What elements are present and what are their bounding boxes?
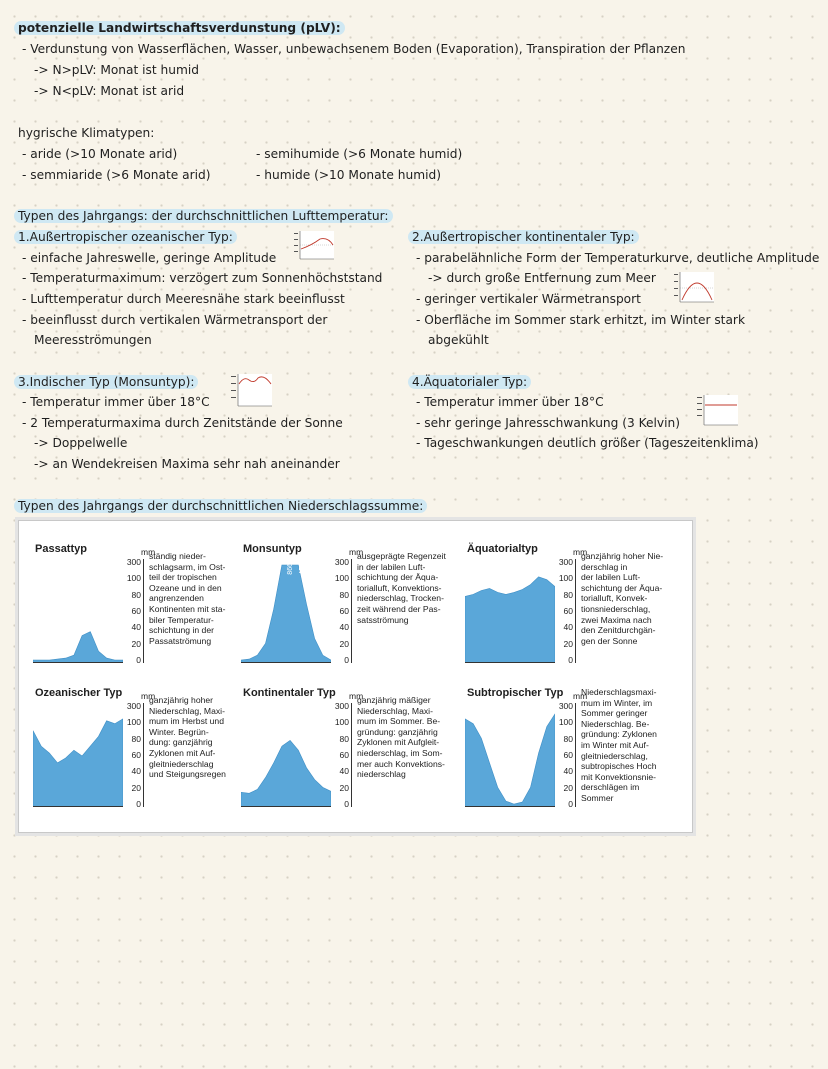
- temp-type3-line: - 2 Temperaturmaxima durch Zenitstände der Sonne: [22, 416, 343, 430]
- precip-unit: mm: [141, 691, 156, 701]
- precip-tick-label: 60: [131, 750, 141, 760]
- temp-type1-line: - Lufttemperatur durch Meeresnähe stark beeinflusst: [22, 292, 345, 306]
- precip-tick-label: 300: [558, 557, 573, 567]
- precip-panel-title: Subtropischer Typ: [467, 687, 564, 699]
- precip-unit: mm: [349, 691, 364, 701]
- precip-area: [33, 632, 123, 663]
- precip-ticks: [329, 557, 349, 665]
- precip-panel-title: Kontinentaler Typ: [243, 687, 336, 699]
- precip-area: [241, 565, 331, 663]
- temp-type4-line: - Temperatur immer über 18°C: [416, 395, 604, 409]
- temp-type3-line: -> an Wendekreisen Maxima sehr nah aneinander: [34, 457, 340, 471]
- precip-ticks: [553, 701, 573, 809]
- precip-tick-label: 40: [131, 766, 141, 777]
- precip-tick-label: 300: [126, 557, 141, 567]
- precip-area-chart: [465, 703, 555, 807]
- temp-type3-line: - Temperatur immer über 18°C: [22, 395, 210, 409]
- precip-tick-label: 300: [334, 557, 349, 567]
- precip-unit: mm: [141, 547, 156, 557]
- hygric-right-1: - semihumide (>6 Monate humid): [256, 147, 463, 161]
- precip-description: Niederschlagsmaxi- mum im Winter, im Sommer geringer Niederschlag. Be- gründung: Zyklonen im Winter mit Auf- gleitniederschlag, subtropisches Hoch mit Konvektionsnie- derschlägen im Sommer: [581, 687, 657, 803]
- precip-tick-label: 20: [339, 638, 349, 649]
- temp-type1-line: Meeresströmungen: [34, 333, 152, 347]
- precip-description: ausgeprägte Regenzeit in der labilen Luft- schichtung der Äqua- torialluft, Konvektions- niederschlag, Trocken- zeit während der Pas- satsströmung: [357, 551, 446, 625]
- precip-tick-label: 300: [334, 701, 349, 711]
- precipitation-figure: [18, 520, 693, 833]
- precip-tick-label: 100: [334, 573, 349, 584]
- precip-tick-label: 100: [334, 717, 349, 728]
- precip-tick-label: 60: [339, 750, 349, 760]
- precip-tick-label: 20: [131, 782, 141, 793]
- precip-tick-label: 40: [563, 622, 573, 633]
- precip-bar-label: 942: [275, 563, 282, 575]
- hygric-left-2: - semmiaride (>6 Monate arid): [22, 168, 211, 182]
- temp-type2-line: abgekühlt: [428, 333, 489, 347]
- precip-tick-label: 80: [339, 733, 349, 744]
- precip-ticks: [329, 701, 349, 809]
- precip-tick-label: 80: [131, 589, 141, 600]
- mini-chart-equatorial: [694, 393, 740, 427]
- mini-chart-continental: [672, 270, 716, 304]
- precip-tick-label: 0: [136, 799, 141, 809]
- precip-panel-title: Ozeanischer Typ: [35, 687, 123, 699]
- precip-y-axis: [575, 703, 576, 807]
- precip-tick-label: 100: [126, 573, 141, 584]
- plv-line-2: -> N>pLV: Monat ist humid: [34, 63, 199, 77]
- precip-ticks: [121, 701, 141, 809]
- precip-tick-label: 80: [131, 733, 141, 744]
- precip-tick-label: 80: [563, 589, 573, 600]
- precip-tick-label: 0: [344, 799, 349, 809]
- precip-y-axis: [143, 703, 144, 807]
- precip-description: ganzjährig hoher Niederschlag, Maxi- mum im Herbst und Winter. Begrün- dung: ganzjährig Zyklonen mit Auf- gleitniederschlag und Steigungsregen: [149, 695, 226, 780]
- precip-tick-label: 300: [558, 701, 573, 711]
- precip-area: [465, 714, 555, 807]
- precip-tick-label: 100: [558, 717, 573, 728]
- precip-tick-label: 0: [344, 655, 349, 665]
- precip-bar-label: 866: [287, 563, 294, 575]
- precip-area-chart: [241, 559, 331, 663]
- temp-type4-line: - sehr geringe Jahresschwankung (3 Kelvin): [416, 416, 680, 430]
- precip-tick-label: 0: [136, 655, 141, 665]
- precip-y-axis: [351, 559, 352, 663]
- precip-y-axis: [575, 559, 576, 663]
- temp-heading: Typen des Jahrgangs: der durchschnittlichen Lufttemperatur:: [18, 208, 393, 224]
- precip-area-chart: [33, 703, 123, 807]
- precip-tick-label: 60: [563, 750, 573, 760]
- hygric-heading: hygrische Klimatypen:: [18, 126, 155, 140]
- temp-type2-title: 2.Außertropischer kontinentaler Typ:: [412, 229, 639, 245]
- temp-type3-line: -> Doppelwelle: [34, 436, 128, 450]
- precip-y-axis: [143, 559, 144, 663]
- mini-chart-monsoon: [228, 372, 274, 408]
- precip-unit: mm: [349, 547, 364, 557]
- temp-type1-title: 1.Außertropischer ozeanischer Typ:: [18, 229, 237, 245]
- precip-y-axis: [351, 703, 352, 807]
- precip-tick-label: 40: [339, 622, 349, 633]
- temp-type1-line: - beeinflusst durch vertikalen Wärmetransport der: [22, 313, 328, 327]
- precip-tick-label: 20: [131, 638, 141, 649]
- precip-panel-title: Äquatorialtyp: [467, 543, 538, 555]
- precip-tick-label: 100: [126, 717, 141, 728]
- precip-panel-title: Monsuntyp: [243, 543, 302, 555]
- precip-panel: [461, 671, 681, 811]
- plv-heading: potenzielle Landwirtschaftsverdunstung (pLV):: [18, 20, 345, 36]
- temp-type2-line: -> durch große Entfernung zum Meer: [428, 271, 656, 285]
- precip-tick-label: 40: [131, 622, 141, 633]
- precip-tick-label: 80: [563, 733, 573, 744]
- precip-tick-label: 60: [563, 606, 573, 616]
- precip-tick-label: 60: [339, 606, 349, 616]
- hygric-right-2: - humide (>10 Monate humid): [256, 168, 441, 182]
- precip-tick-label: 80: [339, 589, 349, 600]
- temp-type4-title: 4.Äquatorialer Typ:: [412, 374, 531, 390]
- precip-ticks: [553, 557, 573, 665]
- precip-description: ständig nieder- schlagsarm, im Ost- teil der tropischen Ozeane und in den angrenzenden Kontinenten mit sta- biler Temperatur- schichtung in der Passatströmung: [149, 551, 226, 646]
- hygric-left-1: - aride (>10 Monate arid): [22, 147, 178, 161]
- precip-tick-label: 40: [563, 766, 573, 777]
- precip-area-chart: [465, 559, 555, 663]
- precip-panel: [237, 527, 457, 667]
- precip-area: [241, 740, 331, 807]
- precip-tick-label: 100: [558, 573, 573, 584]
- precip-panel: [237, 671, 457, 811]
- precip-tick-label: 300: [126, 701, 141, 711]
- precip-tick-label: 60: [131, 606, 141, 616]
- precip-description: ganzjährig hoher Nie- derschlag in der labilen Luft- schichtung der Äqua- torialluft, Konvek- tionsniederschlag, zwei Maxima nach den Zenitdurchgän- gen der Sonne: [581, 551, 664, 646]
- precip-tick-label: 0: [568, 799, 573, 809]
- precip-panel-title: Passattyp: [35, 543, 87, 555]
- temp-type1-line: - Temperaturmaximum: verzögert zum Sonnenhöchststand: [22, 271, 383, 285]
- precip-ticks: [121, 557, 141, 665]
- temp-type3-title: 3.Indischer Typ (Monsuntyp):: [18, 374, 198, 390]
- plv-line-3: -> N<pLV: Monat ist arid: [34, 84, 185, 98]
- precip-tick-label: 20: [563, 638, 573, 649]
- precip-tick-label: 20: [339, 782, 349, 793]
- precip-unit: mm: [573, 547, 588, 557]
- precip-unit: mm: [573, 691, 588, 701]
- temp-type2-line: - parabelähnliche Form der Temperaturkurve, deutliche Amplitude: [416, 251, 820, 265]
- precip-tick-label: 20: [563, 782, 573, 793]
- precip-panel: [29, 671, 249, 811]
- temp-type1-line: - einfache Jahreswelle, geringe Amplitude: [22, 251, 277, 265]
- precip-tick-label: 0: [568, 655, 573, 665]
- precip-description: ganzjährig mäßiger Niederschlag, Maxi- mum im Sommer. Be- gründung: ganzjährig Zyklonen mit Aufgleit- niederschlag, im Som- mer auch Konvektions- niederschlag: [357, 695, 445, 780]
- temp-type2-line: - geringer vertikaler Wärmetransport: [416, 292, 641, 306]
- precip-heading: Typen des Jahrgangs der durchschnittlichen Niederschlagssumme:: [18, 498, 427, 514]
- mini-chart-oceanic: [292, 229, 336, 261]
- precip-bar-label: 452: [299, 563, 306, 575]
- precip-tick-label: 40: [339, 766, 349, 777]
- temp-type2-line: - Oberfläche im Sommer stark erhitzt, im Winter stark: [416, 313, 746, 327]
- precip-panel: [29, 527, 249, 667]
- precip-area-chart: [33, 559, 123, 663]
- temp-type4-line: - Tageschwankungen deutlich größer (Tageszeitenklima): [416, 436, 759, 450]
- precip-panel: [461, 527, 681, 667]
- precip-area: [465, 577, 555, 663]
- precip-area: [33, 719, 123, 807]
- precip-area-chart: [241, 703, 331, 807]
- plv-line-1: - Verdunstung von Wasserflächen, Wasser, unbewachsenem Boden (Evaporation), Transpiration der Pflanzen: [22, 42, 686, 56]
